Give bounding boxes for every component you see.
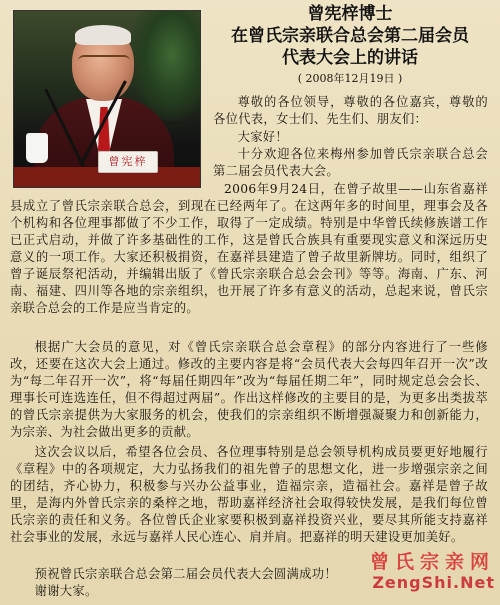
- history-paragraph: 2006年9月24日，在曾子故里——山东省嘉祥县成立了曾氏宗亲联合总会，到现在已经两年了。在这两年多的时间里，理事会及各个机构和各位理事都做了不少工作，取得了一定成绩。特别是中华曾氏续修族谱工作已正式启动，并做了许多基础性的工作，这是曾氏合族具有重要现实意义和深远历史意义的一项工作。大家还积极捐资，在嘉祥县建造了曾子故里新牌坊。同时，组织了曾子诞辰祭祀活动，并编辑出版了《曾氏宗亲联合总会会刊》等等。海南、广东、河南、福建、四川等各地的宗亲组织，也开展了许多有意义的活动，总起来说，曾氏宗亲联合总会的工作是应当肯定的。: [10, 182, 488, 315]
- speech-date: ( 2008年12月19日 ): [297, 72, 403, 85]
- teacup-icon: [26, 133, 48, 163]
- revision-paragraph: 根据广大会员的意见，对《曾氏宗亲联合总会章程》的部分内容进行了一些修改，还要在这次大会上通过。修改的主要内容是将“会员代表大会每四年召开一次”改为“每二年召开一次”，将“每届任期四年”改为“每届任期二年”，同时规定总会会长、理事长可连选连任，但不得超过两届”。作出这样修改的主要目的是，为更多出类拔萃的曾氏宗亲提供为大家服务的机会，使我们的宗亲组织不断增强凝聚力和创新能力，为宗亲、为社会做出更多的贡献。: [10, 340, 488, 439]
- hello-paragraph: 大家好！: [237, 130, 288, 144]
- thanks-paragraph: 谢谢大家。: [34, 584, 98, 598]
- watermark-site-name: 曾氏宗亲网: [369, 551, 495, 573]
- title-line-3: 代表大会上的讲话: [282, 48, 418, 68]
- site-watermark: [335, 545, 495, 603]
- title-line-2: 在曾氏宗亲联合总会第二届会员: [231, 26, 469, 46]
- title-line-1: 曾宪梓博士: [307, 4, 393, 24]
- watermark-url: ZengShi.Net: [372, 573, 495, 592]
- photo-hair: [75, 25, 131, 45]
- closing-paragraph: 预祝曾氏宗亲联合总会第二届会员代表大会圆满成功！: [34, 567, 337, 581]
- nameplate: 曾宪梓: [98, 151, 158, 173]
- greeting-paragraph: 尊敬的各位领导，尊敬的各位嘉宾，尊敬的各位代表，女士们、先生们、朋友们：: [213, 95, 488, 126]
- photo-glasses: [78, 55, 130, 69]
- speaker-photo: [13, 10, 201, 188]
- welcome-paragraph: 十分欢迎各位来梅州参加曾氏宗亲联合总会第二届会员代表大会。: [213, 147, 488, 178]
- hope-paragraph: 这次会议以后，希望各位会员、各位理事特别是总会领导机构成员要更好地履行《章程》中的各项规定，大力弘扬我们的祖先曾子的思想文化，进一步增强宗亲之间的团结，齐心协力，积极参与兴办公益事业，造福宗亲，造福社会。嘉祥是曾子故里，是海内外曾氏宗亲的桑梓之地，帮助嘉祥经济社会取得较快发展，是我们每位曾氏宗亲的责任和义务。各位曾氏企业家要积极到嘉祥投资兴业，要尽其所能支持嘉祥社会事业的发展，永远与嘉祥人民心连心、肩并肩。把嘉祥的明天建设更加美好。: [10, 445, 488, 544]
